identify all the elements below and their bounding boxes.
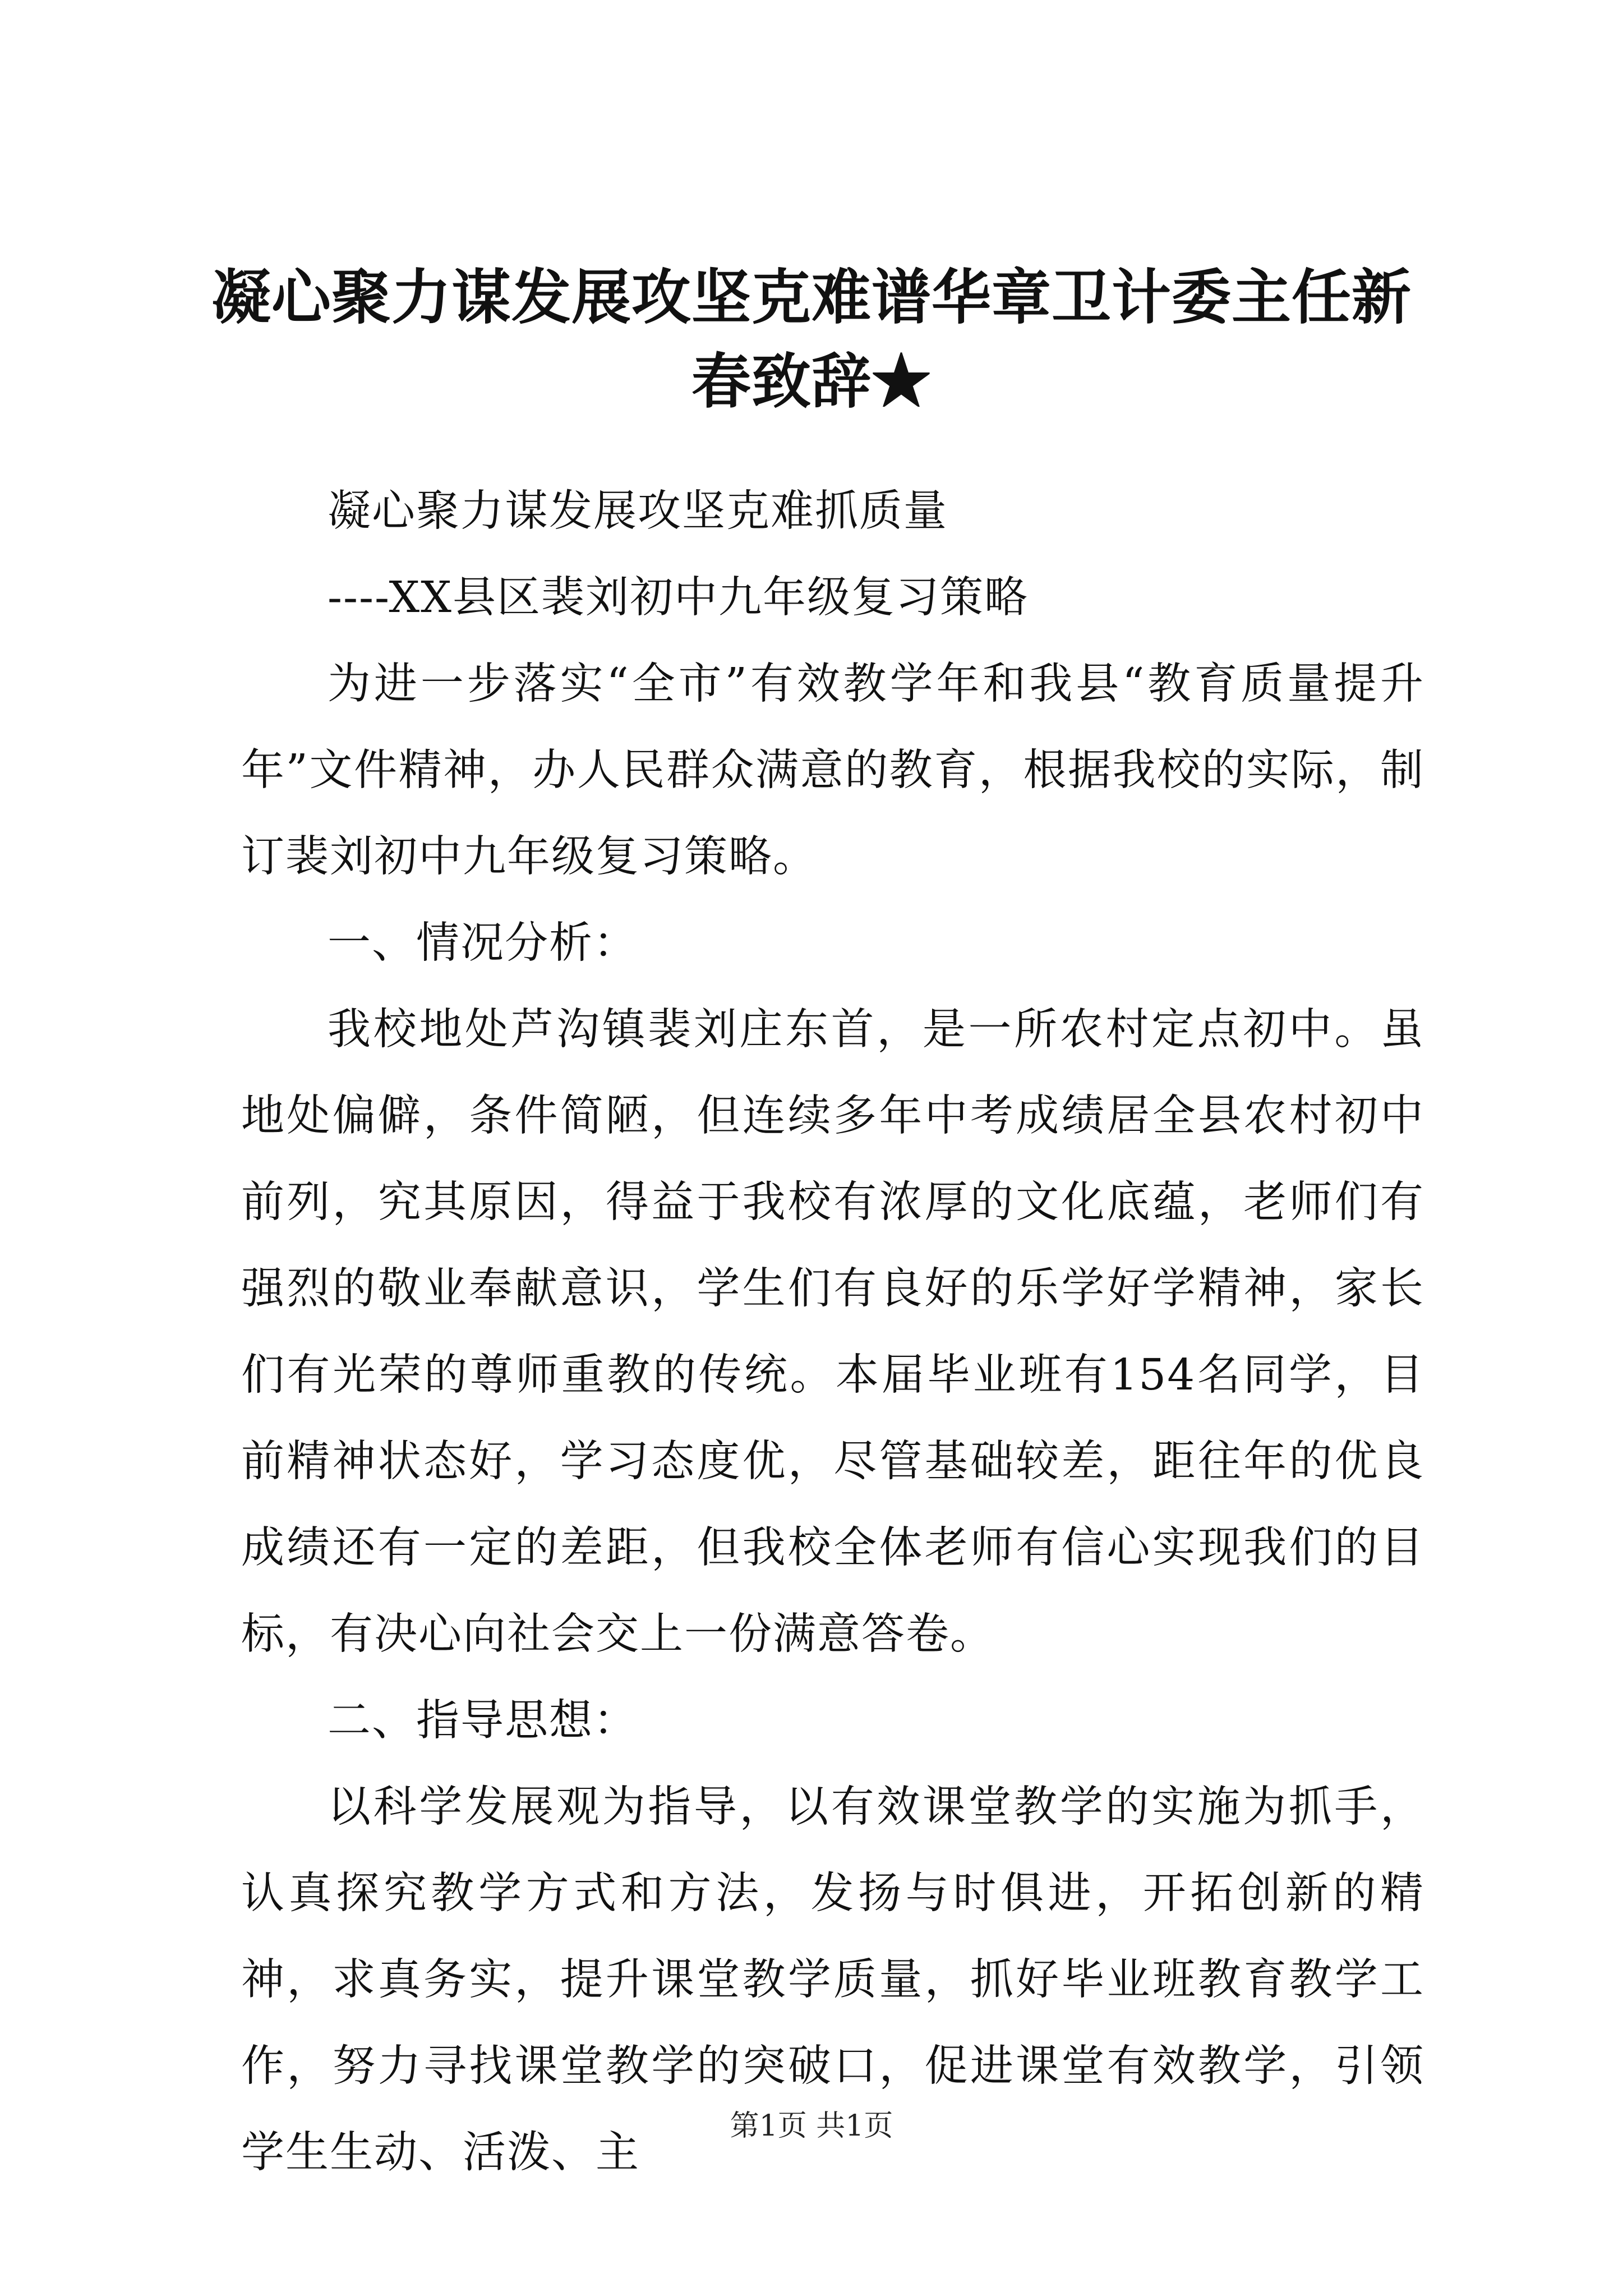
guiding-thought-paragraph: 以科学发展观为指导，以有效课堂教学的实施为抓手，认真探究教学方式和方法，发扬与时俱进，开拓创新的精神，求真务实，提升课堂教学质量，抓好毕业班教育教学工作，努力寻找课堂教学的突破口，促进课堂有效教学，引领学生生动、活泼、主 xyxy=(241,1782,1424,2178)
subtitle-source-line: ----XX县区裴刘初中九年级复习策略 xyxy=(328,573,1029,623)
subtitle-line: 凝心聚力谋发展攻坚克难抓质量 xyxy=(328,486,948,536)
situation-paragraph: 我校地处芦沟镇裴刘庄东首，是一所农村定点初中。虽地处偏僻，条件简陋，但连续多年中考成绩居全县农村初中前列，究其原因，得益于我校有浓厚的文化底蕴，老师们有强烈的敬业奉献意识，学生们有良好的乐学好学精神，家长们有光荣的尊师重教的传统。本届毕业班有154名同学，目前精神状态好，学习态度优，尽管基础较差，距往年的优良成绩还有一定的差距，但我校全体老师有信心实现我们的目标，有决心向社会交上一份满意答卷。 xyxy=(241,1005,1424,1659)
document-body xyxy=(241,468,1424,2196)
intro-paragraph: 为进一步落实“全市”有效教学年和我县“教育质量提升年”文件精神，办人民群众满意的教育，根据我校的实际，制订裴刘初中九年级复习策略。 xyxy=(241,659,1424,882)
section-heading-situation: 一、情况分析： xyxy=(328,918,638,968)
page-footer: 第1页 共1页 xyxy=(730,2109,893,2143)
section-heading-guiding-thought: 二、指导思想： xyxy=(328,1696,638,1746)
document-title: 凝心聚力谋发展攻坚克难谱华章卫计委主任新春致辞★ xyxy=(211,262,1412,416)
